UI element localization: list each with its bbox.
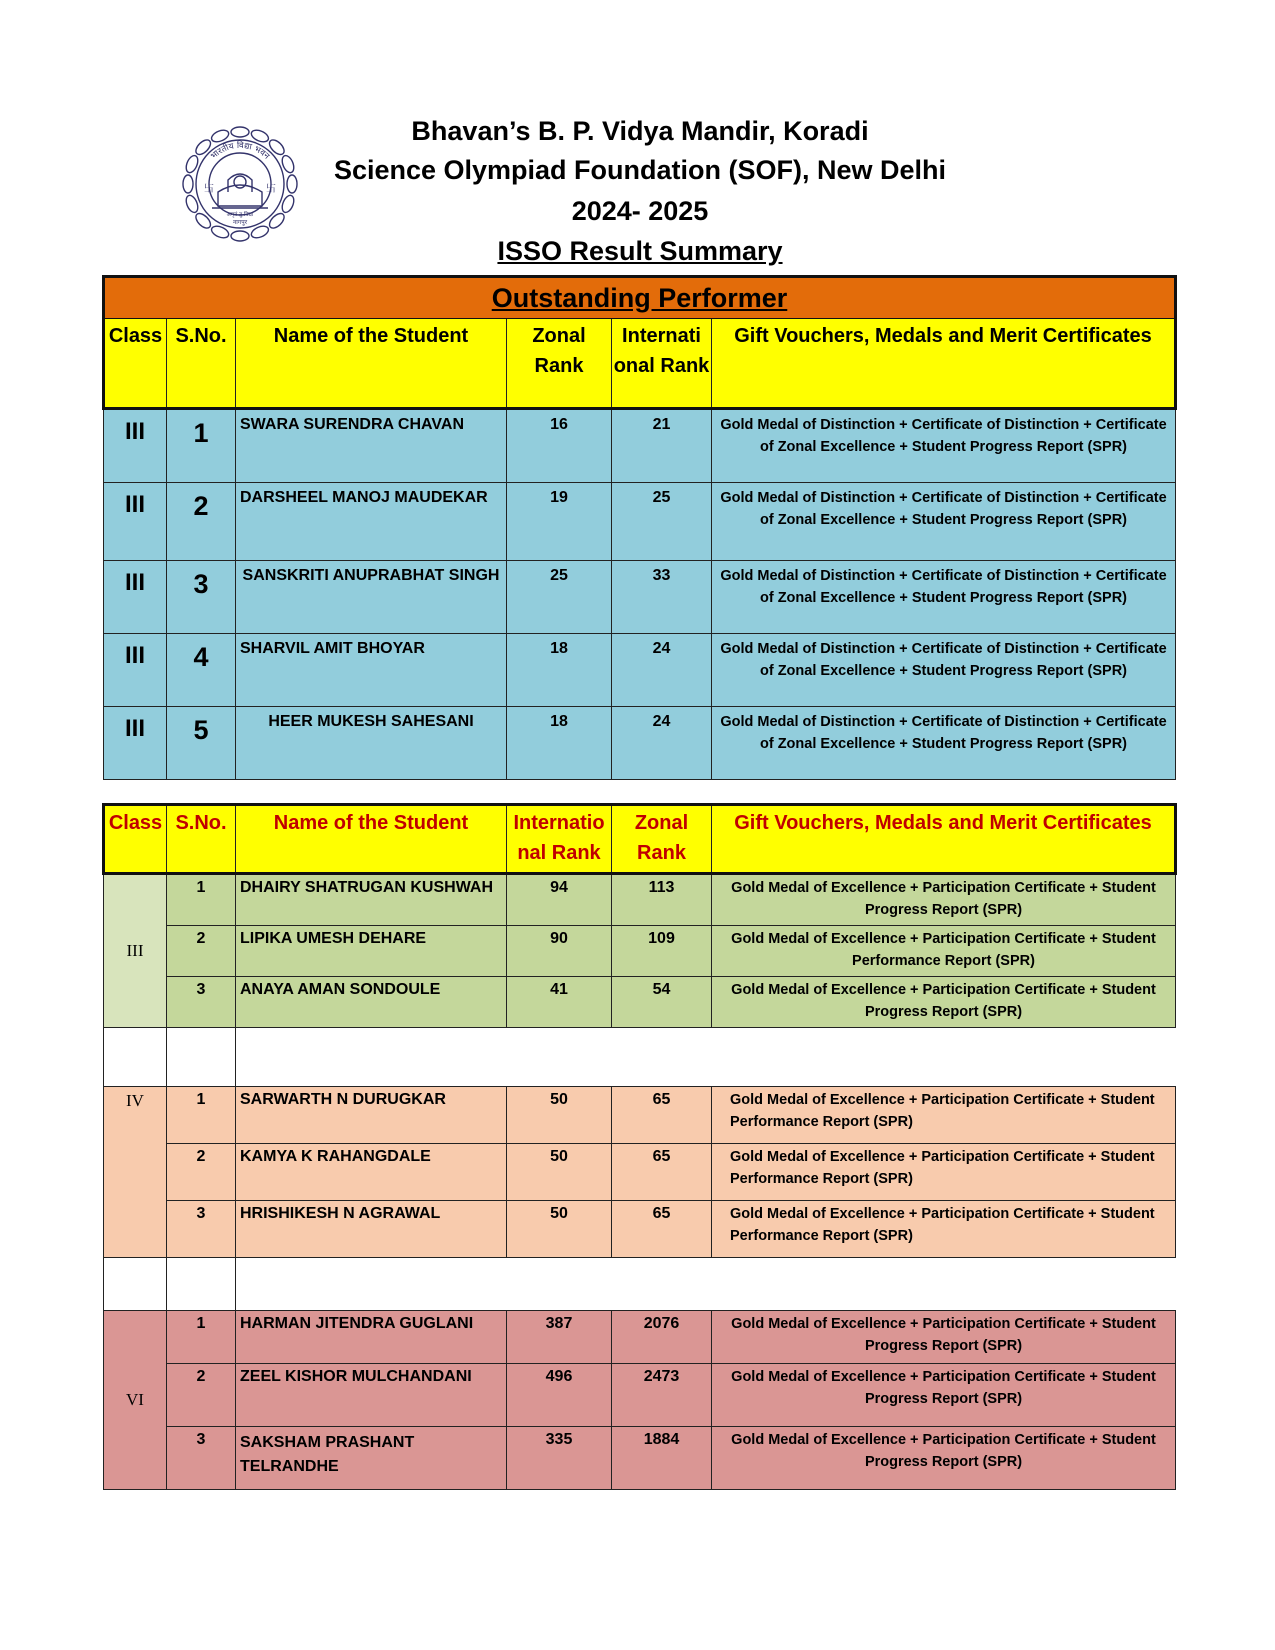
summary-title: ISSO Result Summary bbox=[497, 236, 783, 266]
award-text: Gold Medal of Excellence + Participation Certificate + Student Progress Report (SPR) bbox=[712, 1427, 1176, 1490]
outstanding-title: Outstanding Performer bbox=[104, 277, 1176, 319]
zonal-rank: 18 bbox=[507, 634, 612, 707]
award-text: Gold Medal of Excellence + Participation Certificate + Student Progress Report (SPR) bbox=[712, 1311, 1176, 1364]
serial-number: 2 bbox=[167, 1144, 236, 1201]
table-row bbox=[104, 1427, 1176, 1490]
serial-number: 1 bbox=[167, 1087, 236, 1144]
class-label: III bbox=[104, 707, 167, 780]
table-row bbox=[104, 634, 1176, 707]
logo-petal bbox=[183, 175, 193, 193]
zonal-rank: 19 bbox=[507, 483, 612, 561]
school-logo bbox=[178, 122, 302, 246]
logo-petal bbox=[193, 211, 213, 231]
international-rank: 21 bbox=[612, 409, 712, 483]
logo-top-text: भारतीय विद्या भवन bbox=[208, 140, 272, 162]
serial-number: 2 bbox=[167, 926, 236, 977]
class-label: VI bbox=[104, 1311, 167, 1490]
spacer-row bbox=[104, 1028, 1176, 1087]
award-text: Gold Medal of Distinction + Certificate of Distinction + Certificate of Zonal Excellence + Student Progress Report (SPR) bbox=[712, 561, 1176, 634]
student-name: SAKSHAM PRASHANT TELRANDHE bbox=[236, 1427, 507, 1490]
col-international-rank: Internatio nal Rank bbox=[507, 805, 612, 874]
table-row bbox=[104, 874, 1176, 926]
international-rank: 335 bbox=[507, 1427, 612, 1490]
zonal-rank: 2076 bbox=[612, 1311, 712, 1364]
session-year: 2024- 2025 bbox=[571, 196, 709, 226]
col-sno: S.No. bbox=[167, 319, 236, 409]
table-row bbox=[104, 707, 1176, 780]
serial-number: 2 bbox=[167, 1364, 236, 1427]
student-name: SWARA SURENDRA CHAVAN bbox=[236, 409, 507, 483]
zonal-rank: 113 bbox=[612, 874, 712, 926]
svg-text:卐: 卐 bbox=[266, 184, 276, 195]
student-name: DARSHEEL MANOJ MAUDEKAR bbox=[236, 483, 507, 561]
col-zonal-rank: Zonal Rank bbox=[612, 805, 712, 874]
class-label: IV bbox=[104, 1087, 167, 1258]
serial-number: 2 bbox=[167, 483, 236, 561]
award-text: Gold Medal of Distinction + Certificate of Distinction + Certificate of Zonal Excellence + Student Progress Report (SPR) bbox=[712, 634, 1176, 707]
serial-number: 3 bbox=[167, 1201, 236, 1258]
international-rank: 50 bbox=[507, 1201, 612, 1258]
international-rank: 33 bbox=[612, 561, 712, 634]
col-class: Class bbox=[104, 319, 167, 409]
class-label: III bbox=[104, 634, 167, 707]
table-row bbox=[104, 561, 1176, 634]
award-text: Gold Medal of Excellence + Participation Certificate + Student Progress Report (SPR) bbox=[712, 1364, 1176, 1427]
award-text: Gold Medal of Excellence + Participation Certificate + Student Progress Report (SPR) bbox=[712, 977, 1176, 1028]
serial-number: 1 bbox=[167, 409, 236, 483]
table-row bbox=[104, 1201, 1176, 1258]
serial-number: 3 bbox=[167, 1427, 236, 1490]
international-rank: 50 bbox=[507, 1087, 612, 1144]
svg-text:卐: 卐 bbox=[204, 184, 214, 195]
excellence-table bbox=[102, 803, 1177, 1490]
serial-number: 1 bbox=[167, 1311, 236, 1364]
logo-petal bbox=[267, 211, 287, 231]
zonal-rank: 25 bbox=[507, 561, 612, 634]
zonal-rank: 18 bbox=[507, 707, 612, 780]
award-text: Gold Medal of Excellence + Participation Certificate + Student Performance Report (SPR) bbox=[712, 1144, 1176, 1201]
award-text: Gold Medal of Excellence + Participation Certificate + Student Progress Report (SPR) bbox=[712, 874, 1176, 926]
zonal-rank: 2473 bbox=[612, 1364, 712, 1427]
serial-number: 3 bbox=[167, 977, 236, 1028]
international-rank: 50 bbox=[507, 1144, 612, 1201]
award-text: Gold Medal of Distinction + Certificate of Distinction + Certificate of Zonal Excellence + Student Progress Report (SPR) bbox=[712, 483, 1176, 561]
table-row bbox=[104, 1364, 1176, 1427]
class-label: III bbox=[104, 483, 167, 561]
zonal-rank: 65 bbox=[612, 1144, 712, 1201]
col-sno: S.No. bbox=[167, 805, 236, 874]
international-rank: 41 bbox=[507, 977, 612, 1028]
student-name: HRISHIKESH N AGRAWAL bbox=[236, 1201, 507, 1258]
international-rank: 24 bbox=[612, 707, 712, 780]
student-name: LIPIKA UMESH DEHARE bbox=[236, 926, 507, 977]
award-text: Gold Medal of Distinction + Certificate of Distinction + Certificate of Zonal Excellence + Student Progress Report (SPR) bbox=[712, 707, 1176, 780]
class-label: III bbox=[104, 874, 167, 1028]
award-text: Gold Medal of Excellence + Participation Certificate + Student Performance Report (SPR) bbox=[712, 1201, 1176, 1258]
col-international-rank: Internati onal Rank bbox=[612, 319, 712, 409]
international-rank: 90 bbox=[507, 926, 612, 977]
col-student-name: Name of the Student bbox=[236, 319, 507, 409]
student-name: HARMAN JITENDRA GUGLANI bbox=[236, 1311, 507, 1364]
table-row bbox=[104, 926, 1176, 977]
zonal-rank: 65 bbox=[612, 1201, 712, 1258]
student-name: SANSKRITI ANUPRABHAT SINGH bbox=[236, 561, 507, 634]
zonal-rank: 16 bbox=[507, 409, 612, 483]
spacer-row bbox=[104, 1258, 1176, 1311]
serial-number: 1 bbox=[167, 874, 236, 926]
serial-number: 3 bbox=[167, 561, 236, 634]
class-label: III bbox=[104, 409, 167, 483]
serial-number: 4 bbox=[167, 634, 236, 707]
col-class: Class bbox=[104, 805, 167, 874]
international-rank: 24 bbox=[612, 634, 712, 707]
table-row bbox=[104, 483, 1176, 561]
zonal-rank: 54 bbox=[612, 977, 712, 1028]
col-zonal-rank: Zonal Rank bbox=[507, 319, 612, 409]
table-row bbox=[104, 409, 1176, 483]
class-label: III bbox=[104, 561, 167, 634]
table-row bbox=[104, 1144, 1176, 1201]
international-rank: 387 bbox=[507, 1311, 612, 1364]
logo-petal bbox=[287, 175, 297, 193]
logo-petal bbox=[231, 231, 249, 241]
international-rank: 496 bbox=[507, 1364, 612, 1427]
zonal-rank: 65 bbox=[612, 1087, 712, 1144]
table-row bbox=[104, 1311, 1176, 1364]
school-name: Bhavan’s B. P. Vidya Mandir, Koradi bbox=[411, 116, 869, 146]
award-text: Gold Medal of Excellence + Participation Certificate + Student Performance Report (SPR) bbox=[712, 1087, 1176, 1144]
table-row bbox=[104, 977, 1176, 1028]
student-name: ZEEL KISHOR MULCHANDANI bbox=[236, 1364, 507, 1427]
serial-number: 5 bbox=[167, 707, 236, 780]
zonal-rank: 1884 bbox=[612, 1427, 712, 1490]
international-rank: 25 bbox=[612, 483, 712, 561]
student-name: SARWARTH N DURUGKAR bbox=[236, 1087, 507, 1144]
col-awards: Gift Vouchers, Medals and Merit Certificates bbox=[712, 805, 1176, 874]
outstanding-performer-table bbox=[102, 275, 1177, 780]
student-name: DHAIRY SHATRUGAN KUSHWAH bbox=[236, 874, 507, 926]
student-name: ANAYA AMAN SONDOULE bbox=[236, 977, 507, 1028]
student-name: KAMYA K RAHANGDALE bbox=[236, 1144, 507, 1201]
col-student-name: Name of the Student bbox=[236, 805, 507, 874]
logo-petal bbox=[231, 127, 249, 137]
table-header-row bbox=[104, 319, 1176, 409]
international-rank: 94 bbox=[507, 874, 612, 926]
table-row bbox=[104, 1087, 1176, 1144]
svg-text:भारतीय विद्या भवन bbox=[209, 140, 271, 162]
award-text: Gold Medal of Distinction + Certificate of Distinction + Certificate of Zonal Excellence + Student Progress Report (SPR) bbox=[712, 409, 1176, 483]
student-name: SHARVIL AMIT BHOYAR bbox=[236, 634, 507, 707]
zonal-rank: 109 bbox=[612, 926, 712, 977]
award-text: Gold Medal of Excellence + Participation Certificate + Student Performance Report (SPR) bbox=[712, 926, 1176, 977]
table-header-row bbox=[104, 805, 1176, 874]
col-awards: Gift Vouchers, Medals and Merit Certificates bbox=[712, 319, 1176, 409]
logo-motto: अमृतं तु विद्या bbox=[226, 212, 254, 218]
logo-city: नागपुर bbox=[232, 219, 248, 226]
foundation-name: Science Olympiad Foundation (SOF), New Delhi bbox=[333, 155, 947, 185]
student-name: HEER MUKESH SAHESANI bbox=[236, 707, 507, 780]
